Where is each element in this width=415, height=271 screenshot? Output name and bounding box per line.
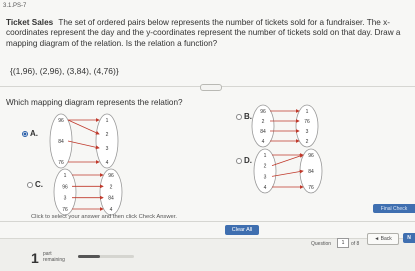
mapping-diagram-c	[52, 168, 124, 216]
domain-value: 4	[263, 185, 267, 191]
question-total: of 8	[351, 241, 360, 247]
parts-word: part	[43, 251, 52, 257]
option-c-letter: C.	[35, 180, 43, 189]
option-a-letter: A.	[30, 129, 38, 138]
range-value: 84	[308, 169, 314, 175]
mapping-arrow	[68, 141, 99, 148]
domain-value: 76	[62, 207, 68, 213]
range-value: 4	[109, 207, 113, 213]
range-value: 1	[105, 118, 109, 124]
domain-value: 3	[63, 195, 67, 202]
mapping-arrow	[68, 120, 99, 134]
option-d-letter: D.	[244, 156, 252, 165]
range-value: 2	[105, 132, 109, 138]
question-nav-label: Question	[311, 241, 332, 247]
domain-value: 2	[263, 163, 267, 170]
option-a[interactable]	[22, 129, 38, 138]
range-value: 84	[108, 195, 114, 202]
option-c-radio[interactable]	[27, 182, 33, 188]
domain-value: 96	[58, 118, 64, 124]
option-d-radio[interactable]	[236, 158, 242, 164]
problem-title: Ticket Sales	[6, 18, 54, 27]
range-value: 96	[108, 173, 114, 179]
option-c[interactable]	[27, 180, 43, 189]
domain-value: 96	[260, 109, 266, 115]
option-b-letter: B.	[244, 112, 252, 121]
option-a-radio[interactable]	[22, 131, 28, 137]
ordered-pairs: {(1,96), (2,96), (3,84), (4,76)}	[10, 66, 119, 76]
option-d[interactable]	[236, 156, 252, 165]
question-number-input[interactable]: 1	[337, 238, 349, 248]
domain-value: 84	[260, 129, 266, 135]
domain-value: 2	[261, 119, 265, 125]
problem-body: The set of ordered pairs below represents the number of tickets sold for a fundraiser. The x-coordinates represent the day and the y-coordinates represent the number of tickets sold on that day. Draw a mapping diagram of the relation. Is the relation a function?	[6, 18, 401, 48]
parts-remaining-count: 1	[31, 250, 39, 266]
mapping-diagram-d	[252, 148, 324, 194]
progress-bar	[78, 255, 134, 258]
range-value: 3	[305, 129, 309, 135]
range-value: 2	[305, 139, 309, 145]
next-button[interactable]: N	[403, 233, 415, 243]
range-value: 1	[305, 109, 309, 115]
remaining-word: remaining	[43, 256, 65, 263]
domain-value: 1	[263, 153, 267, 159]
progress-fill	[78, 255, 100, 258]
range-value: 3	[105, 146, 109, 152]
mapping-arrow	[272, 155, 303, 166]
mapping-diagram-b	[250, 104, 320, 148]
range-value: 4	[105, 160, 109, 166]
question-text: Which mapping diagram represents the relation?	[6, 98, 183, 107]
section-id: 3.1.PS-7	[3, 3, 27, 9]
instruction-text: Click to select your answer and then click Check Answer.	[31, 214, 177, 220]
problem-statement	[6, 18, 411, 49]
option-b-radio[interactable]	[236, 114, 242, 120]
footer-divider	[0, 221, 415, 222]
range-value: 96	[308, 153, 314, 159]
domain-value: 76	[58, 160, 64, 166]
parts-remaining-label	[43, 252, 65, 263]
domain-value: 84	[58, 139, 64, 145]
domain-value: 4	[261, 139, 265, 145]
domain-value: 1	[63, 173, 67, 179]
mapping-diagram-a	[48, 113, 120, 169]
collapse-handle[interactable]	[200, 84, 222, 91]
range-value: 2	[109, 184, 113, 191]
domain-value: 3	[263, 174, 267, 181]
final-check-button[interactable]: Final Check	[373, 204, 415, 213]
domain-value: 96	[62, 184, 68, 191]
back-button[interactable]: ◄ Back	[367, 233, 399, 245]
range-value: 76	[304, 119, 310, 125]
mapping-arrow	[272, 171, 303, 176]
clear-all-button[interactable]: Clear All	[225, 225, 259, 235]
range-value: 76	[308, 185, 314, 191]
